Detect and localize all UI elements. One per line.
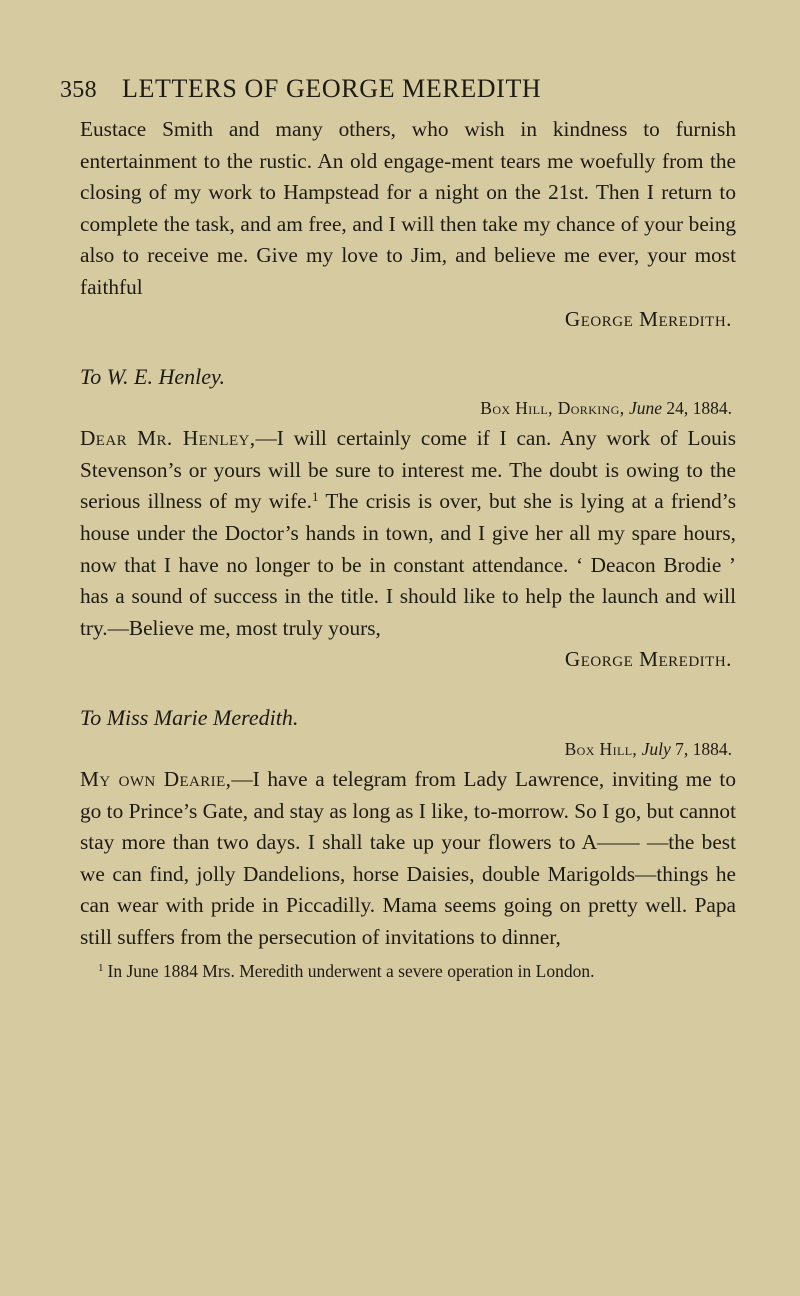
dateline-place: Box Hill, Dorking, <box>480 398 625 419</box>
letter-text: The crisis is over, but she is lying at a friend’s house under the Doctor’s hands in town, and I give her all my spare hours, now that I have no longer to be in constant attendance. ‘ Deacon Brodie ’ has a sound of success in the title. I should like to help the launch and will try.—Believe me, most truly yours, <box>80 489 736 640</box>
signature: George Meredith. <box>564 306 732 331</box>
letter-recipient: To W. E. Henley. <box>80 364 226 390</box>
letter-body <box>80 764 736 954</box>
page-number: 358 <box>60 77 97 103</box>
letter-text: —I will certainly come if I can. Any work of Louis Stevenson’s or yours will be sure to interest me. The doubt is owing to the serious illness of my wife. <box>80 426 736 514</box>
letter-text: —I have a telegram from Lady Lawrence, inviting me to go to Prince’s Gate, and stay as long as I like, to-morrow. So I go, but cannot stay more than two days. I shall take up your flowers to A—— —the best we can find, jolly Dandelions, horse Daisies, double Marigolds—things he can wear with pride in Piccadilly. Mama seems going on pretty well. Papa still suffers from the persecution of invitations to dinner, <box>80 766 736 949</box>
footnote-marker: 1 <box>98 962 104 975</box>
letter-dateline <box>80 393 736 423</box>
running-head <box>60 74 736 114</box>
signature: George Meredith. <box>564 647 732 672</box>
book-page <box>60 74 736 983</box>
running-head-title: LETTERS OF GEORGE MEREDITH <box>122 74 542 103</box>
letter-continuation-text: Eustace Smith and many others, who wish in kindness to furnish entertainment to the rustic. An old engage-ment tears me woefully from the closing of my work to Hampstead for a night on the 21st. Then I return to complete the task, and am free, and I will then take my chance of your being also to receive me. Give my love to Jim, and believe me ever, your most faithful <box>80 117 736 299</box>
letter-continuation <box>80 114 736 304</box>
dateline-date: 7, 1884. <box>675 738 732 759</box>
footnote-reference: 1 <box>311 489 319 505</box>
letter-dateline <box>80 734 736 764</box>
footnote-text: In June 1884 Mrs. Meredith underwent a severe operation in London. <box>107 961 595 982</box>
dateline-month: June <box>628 398 662 419</box>
dateline-date: 24, 1884. <box>666 398 732 419</box>
footnote <box>80 959 736 983</box>
letter-recipient: To Miss Marie Meredith. <box>80 704 299 730</box>
dateline-month: July <box>641 738 671 759</box>
letter-salutation: My own Dearie, <box>80 766 232 791</box>
letter-body <box>80 423 736 644</box>
letter-salutation: Dear Mr. Henley, <box>80 426 256 451</box>
dateline-place: Box Hill, <box>564 738 638 759</box>
